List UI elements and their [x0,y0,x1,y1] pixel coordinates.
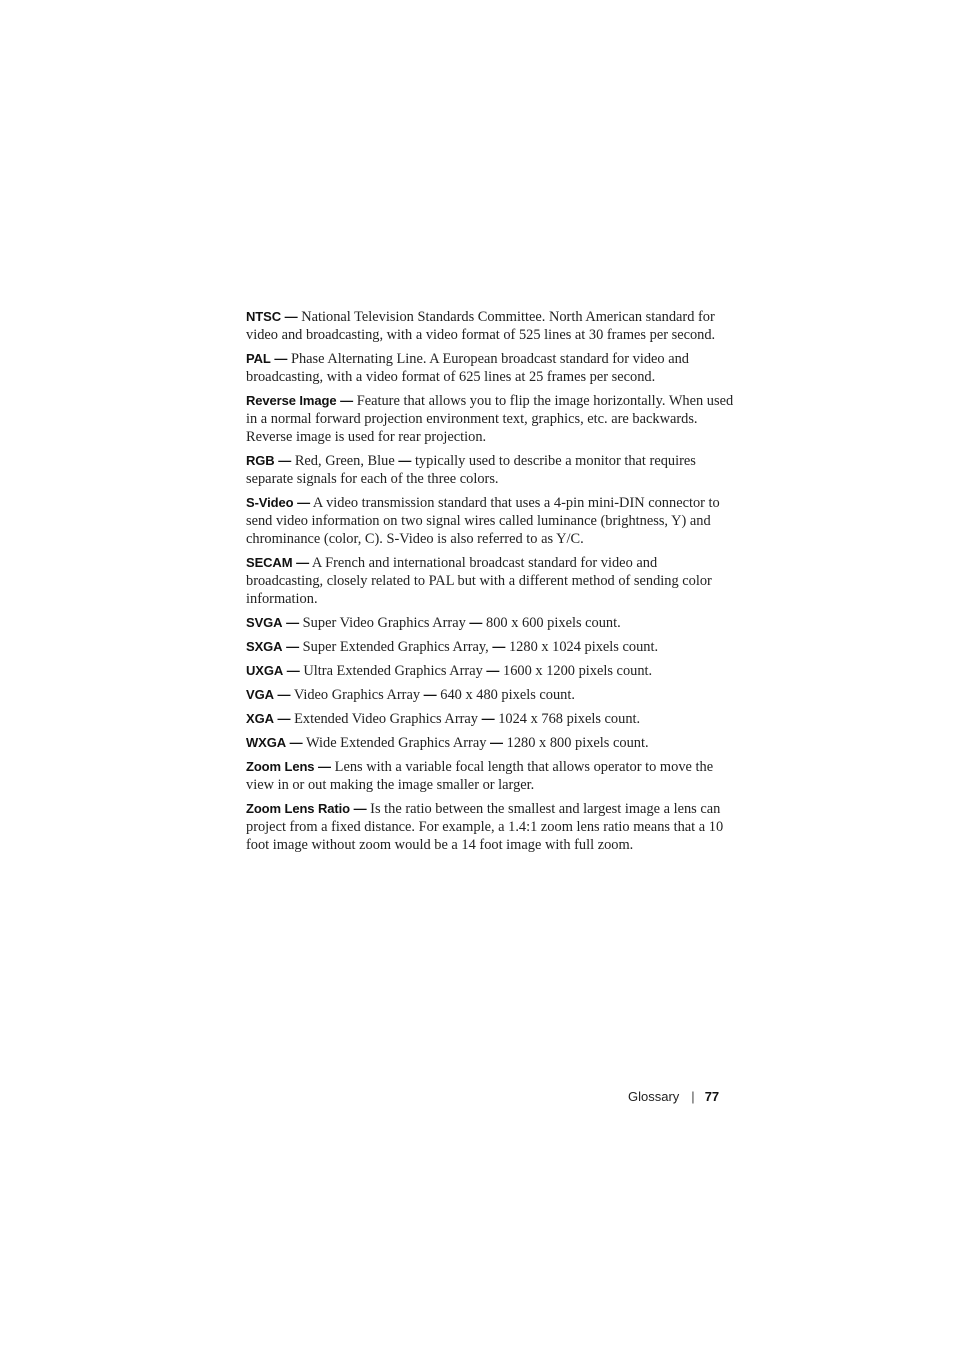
glossary-term: RGB [246,453,275,468]
glossary-entry-ntsc [246,308,736,344]
em-dash: — [274,351,288,366]
glossary-term: WXGA [246,735,287,750]
glossary-definition: Phase Alternating Line. A European broadcast standard for video and broadcasting, with a video format of 625 lines at 25 frames per second. [246,351,689,385]
glossary-entry-svga [246,614,736,632]
em-dash: — [486,663,500,678]
em-dash: — [296,555,310,570]
em-dash: — [277,711,291,726]
glossary-term: NTSC [246,309,281,324]
glossary-definition: Feature that allows you to flip the image horizontally. When used in a normal forward projection environment text, graphics, etc. are backwards. Reverse image is used for rear projection. [246,393,734,445]
glossary-definition-part: 1280 x 1024 pixels count. [508,639,659,655]
glossary-definition-part: 800 x 600 pixels count. [486,615,621,631]
em-dash: — [284,309,298,324]
glossary-entry-pal [246,350,736,386]
glossary-definition-part: Extended Video Graphics Array [294,711,478,727]
em-dash: — [353,801,367,816]
glossary-definition: Lens with a variable focal length that allows operator to move the view in or out making the image smaller or larger. [246,759,714,793]
glossary-definition-part: Video Graphics Array [293,687,421,703]
glossary-term: Zoom Lens [246,759,315,774]
glossary-entry-vga [246,686,736,704]
glossary-term: XGA [246,711,274,726]
glossary-entry-zoom-lens-ratio [246,800,736,854]
glossary-entry-rgb [246,452,736,488]
em-dash: — [278,453,292,468]
glossary-term: SXGA [246,639,283,654]
glossary-term: SECAM [246,555,293,570]
glossary-definition-part: Red, Green, Blue [294,453,395,469]
glossary-entry-s-video [246,494,736,548]
em-dash: — [286,639,300,654]
glossary-definition: A video transmission standard that uses a 4-pin mini-DIN connector to send video information on two signal wires called luminance (brightness, Y) and chrominance (color, C). S-Video is also referred to as Y/C. [246,495,720,547]
glossary-entry-xga [246,710,736,728]
glossary-entry-wxga [246,734,736,752]
em-dash: — [492,639,506,654]
em-dash: — [340,393,354,408]
glossary-definition: A French and international broadcast standard for video and broadcasting, closely related to PAL but with a different method of sending color information. [246,555,712,607]
glossary-definition-part: 640 x 480 pixels count. [440,687,575,703]
em-dash: — [423,687,437,702]
glossary-body [246,308,736,860]
glossary-term: VGA [246,687,274,702]
glossary-definition-part: Ultra Extended Graphics Array [303,663,483,679]
em-dash: — [277,687,291,702]
glossary-definition-part: Super Extended Graphics Array, [302,639,489,655]
glossary-term: Zoom Lens Ratio [246,801,350,816]
glossary-definition-part: 1280 x 800 pixels count. [506,735,649,751]
em-dash: — [481,711,495,726]
glossary-term: PAL [246,351,271,366]
glossary-term: SVGA [246,615,283,630]
em-dash: — [289,735,303,750]
glossary-definition-part: Wide Extended Graphics Array [306,735,487,751]
em-dash: — [490,735,504,750]
glossary-entry-zoom-lens [246,758,736,794]
em-dash: — [286,615,300,630]
page-footer [628,1089,719,1104]
em-dash: — [398,453,412,468]
footer-section-title: Glossary [628,1089,680,1104]
glossary-definition-part: typically used to describe a monitor that requires separate signals for each of the three colors. [246,453,696,487]
glossary-definition-part: 1600 x 1200 pixels count. [503,663,653,679]
em-dash: — [318,759,332,774]
em-dash: — [297,495,311,510]
glossary-entry-reverse-image [246,392,736,446]
em-dash: — [286,663,300,678]
glossary-definition: Is the ratio between the smallest and largest image a lens can project from a fixed distance. For example, a 1.4:1 zoom lens ratio means that a 10 foot image without zoom would be a 14 foot image with full zoom. [246,801,724,853]
glossary-entry-secam [246,554,736,608]
glossary-entry-uxga [246,662,736,680]
glossary-definition-part: Super Video Graphics Array [302,615,466,631]
glossary-entry-sxga [246,638,736,656]
page-number: 77 [704,1089,720,1104]
glossary-definition: National Television Standards Committee. North American standard for video and broadcasting, with a video format of 525 lines at 30 frames per second. [246,309,716,343]
em-dash: — [469,615,483,630]
glossary-definition-part: 1024 x 768 pixels count. [498,711,641,727]
glossary-term: UXGA [246,663,284,678]
footer-separator: | [691,1089,695,1104]
glossary-term: Reverse Image [246,393,337,408]
glossary-term: S-Video [246,495,294,510]
